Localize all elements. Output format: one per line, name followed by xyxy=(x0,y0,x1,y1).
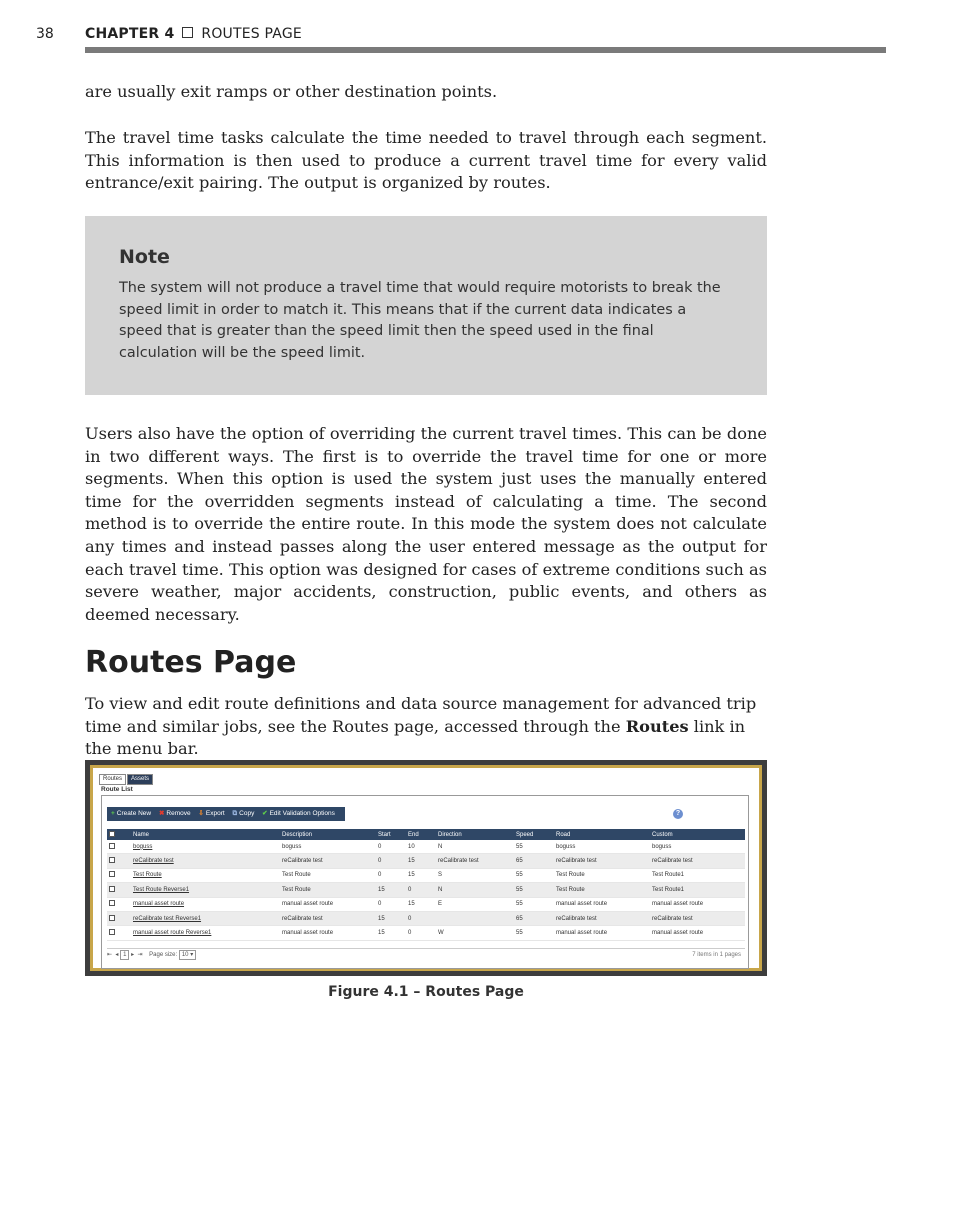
row-select-cell xyxy=(107,854,131,868)
row-checkbox[interactable] xyxy=(109,857,115,863)
table-cell-start: 0 xyxy=(376,854,406,868)
table-cell-custom: boguss xyxy=(650,840,745,854)
pager-summary: 7 items in 1 pages xyxy=(692,952,741,958)
select-all-checkbox[interactable] xyxy=(109,831,115,837)
table-cell-direction: E xyxy=(436,897,514,911)
table-cell-description: reCalibrate test xyxy=(280,854,376,868)
table-cell-name[interactable]: Test Route xyxy=(131,868,280,882)
col-description[interactable]: Description xyxy=(280,829,376,840)
col-direction[interactable]: Direction xyxy=(436,829,514,840)
table-cell-speed: 55 xyxy=(514,840,554,854)
export-icon: ⇩ xyxy=(198,810,204,817)
table-cell-speed: 55 xyxy=(514,926,554,940)
help-icon[interactable]: ? xyxy=(673,809,683,819)
table-cell-name[interactable]: reCalibrate test xyxy=(131,854,280,868)
chapter-label: CHAPTER 4 ROUTES PAGE xyxy=(85,26,302,42)
table-cell-description: Test Route xyxy=(280,868,376,882)
table-cell-custom: Test Route1 xyxy=(650,868,745,882)
table-cell-custom: Test Route1 xyxy=(650,883,745,897)
col-start[interactable]: Start xyxy=(376,829,406,840)
table-cell-end: 15 xyxy=(406,897,436,911)
table-cell-road: reCalibrate test xyxy=(554,854,650,868)
table-cell-end: 10 xyxy=(406,840,436,854)
row-checkbox[interactable] xyxy=(109,915,115,921)
table-cell-direction: reCalibrate test xyxy=(436,854,514,868)
prev-page-icon[interactable]: ◂ xyxy=(115,952,119,958)
table-cell-speed: 55 xyxy=(514,897,554,911)
row-checkbox[interactable] xyxy=(109,886,115,892)
note-title: Note xyxy=(119,246,170,268)
table-cell-road: boguss xyxy=(554,840,650,854)
table-cell-end: 0 xyxy=(406,883,436,897)
copy-icon: ⧉ xyxy=(232,810,238,817)
section-label: ROUTES PAGE xyxy=(201,26,302,42)
row-select-cell xyxy=(107,868,131,882)
current-page-box[interactable]: 1 xyxy=(120,950,129,960)
table-cell-description: Test Route xyxy=(280,883,376,897)
table-cell-road: manual asset route xyxy=(554,897,650,911)
table-cell-road: manual asset route xyxy=(554,926,650,940)
plus-icon: + xyxy=(111,810,115,817)
select-all-cell xyxy=(107,829,131,840)
row-select-cell xyxy=(107,897,131,911)
row-checkbox[interactable] xyxy=(109,871,115,877)
table-cell-description: manual asset route xyxy=(280,897,376,911)
routes-table xyxy=(107,829,745,941)
row-select-cell xyxy=(107,883,131,897)
table-row[interactable] xyxy=(107,868,745,882)
table-cell-start: 15 xyxy=(376,911,406,925)
routes-page-figure xyxy=(85,760,767,976)
col-name[interactable]: Name xyxy=(131,829,280,840)
table-cell-speed: 55 xyxy=(514,883,554,897)
table-cell-direction: N xyxy=(436,883,514,897)
routes-link-ref: Routes xyxy=(625,716,689,736)
remove-button[interactable]: ✖ Remove xyxy=(158,810,191,817)
route-toolbar xyxy=(107,807,345,821)
paragraph-3: Users also have the option of overriding the current travel times. This can be done in two different ways. The first is to override the travel time for one or more segments. When this option is used the system just uses the manually entered time for the overridden segments instead of calculating a time. The second method is to override the entire route. In this mode the system does not calculate any times and instead passes along the user entered message as the output for each travel time. This option was designed for cases of extreme conditions such as severe weather, major accidents, construction, public events, and others as deemed necessary. xyxy=(85,424,767,624)
table-cell-speed: 55 xyxy=(514,868,554,882)
square-separator-icon xyxy=(182,27,193,38)
copy-button[interactable]: ⧉ Copy xyxy=(232,810,255,817)
create-new-button[interactable]: + Create New xyxy=(111,810,152,817)
tab-routes[interactable]: Routes xyxy=(99,774,126,785)
table-cell-speed: 65 xyxy=(514,854,554,868)
table-cell-description: manual asset route xyxy=(280,926,376,940)
table-cell-name[interactable]: boguss xyxy=(131,840,280,854)
running-header xyxy=(36,26,886,46)
table-cell-direction xyxy=(436,911,514,925)
edit-validation-options-button[interactable]: ✔ Edit Validation Options xyxy=(262,810,335,817)
table-cell-start: 15 xyxy=(376,883,406,897)
paragraph-1: are usually exit ramps or other destination points. xyxy=(85,82,498,101)
export-button[interactable]: ⇩ Export xyxy=(198,810,225,817)
table-header-row xyxy=(107,829,745,840)
table-cell-custom: reCalibrate test xyxy=(650,911,745,925)
paragraph-4: To view and edit route definitions and data source management for advanced trip time and similar jobs, see the Routes page, accessed through the Routes link in the menu bar. xyxy=(85,694,757,759)
table-cell-custom: reCalibrate test xyxy=(650,854,745,868)
row-select-cell xyxy=(107,840,131,854)
pager xyxy=(107,948,745,962)
col-speed[interactable]: Speed xyxy=(514,829,554,840)
table-cell-description: boguss xyxy=(280,840,376,854)
table-row[interactable] xyxy=(107,897,745,911)
table-cell-name[interactable]: manual asset route Reverse1 xyxy=(131,926,280,940)
table-cell-start: 0 xyxy=(376,840,406,854)
check-icon: ✔ xyxy=(262,810,268,817)
paragraph-2: The travel time tasks calculate the time needed to travel through each segment. This information is then used to produce a current travel time for every valid entrance/exit pairing. The output is organized by routes. xyxy=(85,128,767,193)
table-cell-direction: W xyxy=(436,926,514,940)
note-box xyxy=(85,216,767,395)
table-cell-name[interactable]: manual asset route xyxy=(131,897,280,911)
col-end[interactable]: End xyxy=(406,829,436,840)
table-cell-custom: manual asset route xyxy=(650,897,745,911)
table-cell-road: Test Route xyxy=(554,868,650,882)
figure-frame xyxy=(90,765,762,971)
table-cell-speed: 65 xyxy=(514,911,554,925)
table-body xyxy=(107,840,745,940)
table-cell-description: reCalibrate test xyxy=(280,911,376,925)
table-row[interactable] xyxy=(107,840,745,854)
table-cell-start: 0 xyxy=(376,868,406,882)
header-rule xyxy=(85,47,886,53)
table-cell-road: reCalibrate test xyxy=(554,911,650,925)
table-cell-name[interactable]: Test Route Reverse1 xyxy=(131,883,280,897)
table-row[interactable] xyxy=(107,926,745,940)
row-select-cell xyxy=(107,926,131,940)
table-cell-road: Test Route xyxy=(554,883,650,897)
row-select-cell xyxy=(107,911,131,925)
last-page-icon[interactable]: ⇥ xyxy=(137,952,143,958)
section-heading: Routes Page xyxy=(85,645,297,680)
route-list-title: Route List xyxy=(101,786,133,793)
table-row[interactable] xyxy=(107,854,745,868)
table-cell-custom: manual asset route xyxy=(650,926,745,940)
routes-panel xyxy=(93,768,759,968)
note-text: The system will not produce a travel time that would require motorists to break the speed limit in order to match it. This means that if the current data indicates a speed that is greater than the speed limit then the speed used in the final calculation will be the speed limit. xyxy=(119,280,721,362)
first-page-icon[interactable]: ⇤ xyxy=(107,952,113,958)
page-size-label: Page size: xyxy=(149,952,178,958)
table-cell-end: 15 xyxy=(406,868,436,882)
page-number: 38 xyxy=(36,26,54,42)
figure-caption: Figure 4.1 – Routes Page xyxy=(328,984,524,1000)
table-cell-direction: S xyxy=(436,868,514,882)
remove-x-icon: ✖ xyxy=(158,810,165,817)
table-cell-end: 15 xyxy=(406,854,436,868)
col-custom[interactable]: Custom xyxy=(650,829,745,840)
row-checkbox[interactable] xyxy=(109,900,115,906)
page-size-select[interactable]: 10 ▾ xyxy=(179,950,196,960)
col-road[interactable]: Road xyxy=(554,829,650,840)
next-page-icon[interactable]: ▸ xyxy=(131,952,135,958)
table-cell-direction: N xyxy=(436,840,514,854)
table-cell-name[interactable]: reCalibrate test Reverse1 xyxy=(131,911,280,925)
row-checkbox[interactable] xyxy=(109,929,115,935)
table-cell-end: 0 xyxy=(406,926,436,940)
table-row[interactable] xyxy=(107,911,745,925)
table-row[interactable] xyxy=(107,883,745,897)
row-checkbox[interactable] xyxy=(109,843,115,849)
chevron-down-icon: ▾ xyxy=(190,952,194,958)
table-cell-end: 0 xyxy=(406,911,436,925)
tab-assets[interactable]: Assets xyxy=(127,774,153,785)
table-cell-start: 0 xyxy=(376,897,406,911)
table-cell-start: 15 xyxy=(376,926,406,940)
tab-bar xyxy=(99,774,154,783)
